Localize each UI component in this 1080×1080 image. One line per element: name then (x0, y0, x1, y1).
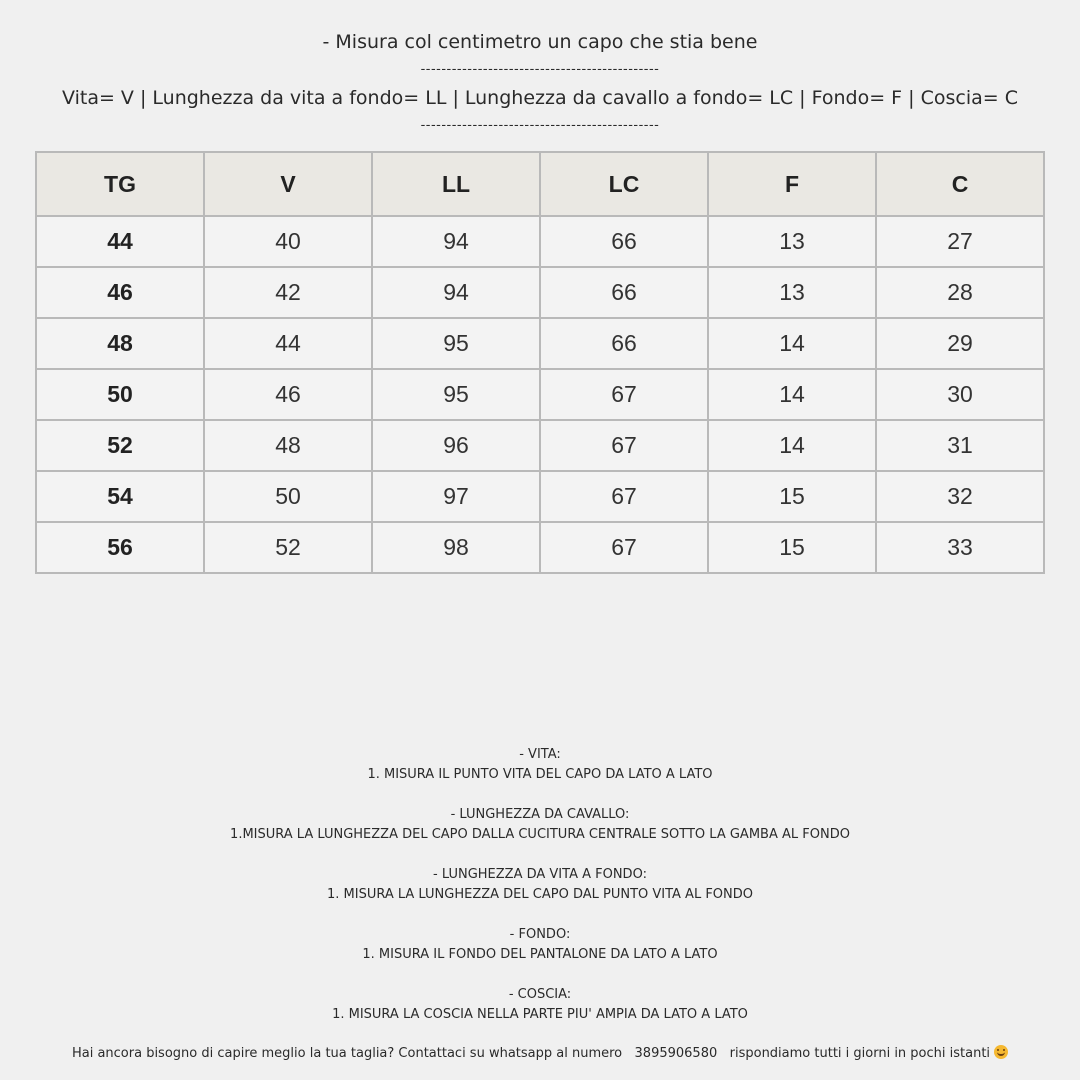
table-cell: 14 (708, 369, 876, 420)
table-cell: 66 (540, 267, 708, 318)
instruction-text: 1. MISURA LA COSCIA NELLA PARTE PIU' AMPIA DA LATO A LATO (332, 1007, 748, 1022)
instruction-title: - LUNGHEZZA DA VITA A FONDO: (433, 867, 647, 882)
divider-top: ---------------------------------------------- (420, 62, 660, 77)
table-row (36, 369, 1044, 420)
table-cell: 48 (204, 420, 372, 471)
table-cell: 28 (876, 267, 1044, 318)
table-cell: 27 (876, 216, 1044, 267)
measuring-instructions (0, 745, 1080, 1045)
size-table (35, 151, 1045, 574)
table-header-row (36, 152, 1044, 216)
intro-line: - Misura col centimetro un capo che stia bene (322, 31, 758, 53)
instruction-waist (0, 745, 1080, 785)
instruction-hem (0, 925, 1080, 965)
table-cell: 14 (708, 420, 876, 471)
instruction-text: 1. MISURA LA LUNGHEZZA DEL CAPO DAL PUNTO VITA AL FONDO (326, 887, 754, 902)
size-cell: 54 (36, 471, 204, 522)
instruction-title: - COSCIA: (508, 987, 572, 1002)
table-cell: 95 (372, 318, 540, 369)
table-cell: 30 (876, 369, 1044, 420)
smiling-face-with-hearts-icon (994, 1045, 1008, 1059)
header-c: C (876, 152, 1044, 216)
table-cell: 42 (204, 267, 372, 318)
table-cell: 94 (372, 267, 540, 318)
size-cell: 44 (36, 216, 204, 267)
size-cell: 48 (36, 318, 204, 369)
table-row (36, 318, 1044, 369)
instruction-text: 1. MISURA IL FONDO DEL PANTALONE DA LATO A LATO (362, 947, 718, 962)
table-cell: 50 (204, 471, 372, 522)
instruction-title: - FONDO: (509, 927, 571, 942)
table-cell: 15 (708, 471, 876, 522)
table-cell: 94 (372, 216, 540, 267)
table-row (36, 267, 1044, 318)
table-cell: 15 (708, 522, 876, 573)
whatsapp-contact-note (0, 1044, 1080, 1064)
table-cell: 66 (540, 318, 708, 369)
table-cell: 67 (540, 471, 708, 522)
instruction-title: - VITA: (519, 747, 561, 762)
intro-section (0, 28, 1080, 140)
table-cell: 32 (876, 471, 1044, 522)
instruction-text: 1.MISURA LA LUNGHEZZA DEL CAPO DALLA CUCITURA CENTRALE SOTTO LA GAMBA AL FONDO (230, 827, 850, 842)
table-row (36, 216, 1044, 267)
table-cell: 67 (540, 522, 708, 573)
header-tg: TG (36, 152, 204, 216)
table-cell: 46 (204, 369, 372, 420)
size-cell: 52 (36, 420, 204, 471)
abbreviation-legend: Vita= V | Lunghezza da vita a fondo= LL | Lunghezza da cavallo a fondo= LC | Fondo= F | Coscia= C (62, 87, 1018, 109)
table-cell: 33 (876, 522, 1044, 573)
table-cell: 52 (204, 522, 372, 573)
instruction-waist-length (0, 865, 1080, 905)
table-cell: 66 (540, 216, 708, 267)
table-cell: 29 (876, 318, 1044, 369)
instruction-title: - LUNGHEZZA DA CAVALLO: (450, 807, 630, 822)
header-v: V (204, 152, 372, 216)
table-row (36, 420, 1044, 471)
table-cell: 44 (204, 318, 372, 369)
table-cell: 98 (372, 522, 540, 573)
instruction-text: 1. MISURA IL PUNTO VITA DEL CAPO DA LATO A LATO (367, 767, 713, 782)
table-row (36, 471, 1044, 522)
table-cell: 67 (540, 420, 708, 471)
table-cell: 97 (372, 471, 540, 522)
table-cell: 67 (540, 369, 708, 420)
header-ll: LL (372, 152, 540, 216)
header-lc: LC (540, 152, 708, 216)
table-cell: 40 (204, 216, 372, 267)
header-f: F (708, 152, 876, 216)
table-cell: 31 (876, 420, 1044, 471)
table-cell: 14 (708, 318, 876, 369)
instruction-crotch-length (0, 805, 1080, 845)
instruction-thigh (0, 985, 1080, 1025)
size-cell: 56 (36, 522, 204, 573)
footer-text: Hai ancora bisogno di capire meglio la tua taglia? Contattaci su whatsapp al numero 3895906580 rispondiamo tutti i giorni in pochi istanti (71, 1046, 991, 1061)
table-cell: 95 (372, 369, 540, 420)
size-cell: 50 (36, 369, 204, 420)
table-cell: 13 (708, 216, 876, 267)
size-cell: 46 (36, 267, 204, 318)
table-row (36, 522, 1044, 573)
divider-bottom: ---------------------------------------------- (420, 118, 660, 133)
table-cell: 96 (372, 420, 540, 471)
table-cell: 13 (708, 267, 876, 318)
